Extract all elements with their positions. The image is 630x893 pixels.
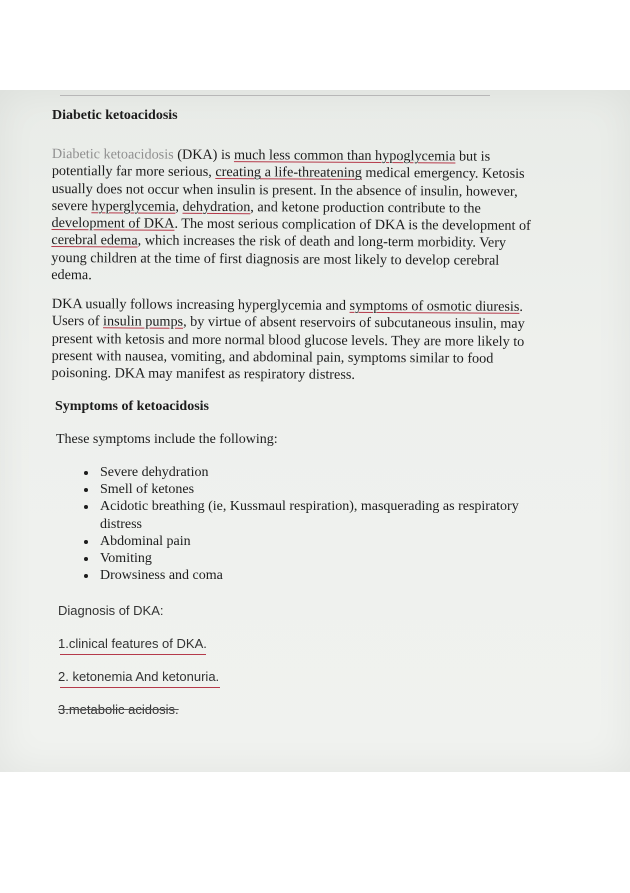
text: DKA usually follows increasing hyperglycemia and (51, 296, 350, 314)
underlined-text: dehydration (182, 198, 251, 216)
underlined-text: insulin pumps (103, 313, 184, 331)
heading-symptoms: Symptoms of ketoacidosis (55, 399, 210, 414)
diagnosis-item-1: 1.clinical features of DKA. (58, 636, 207, 651)
text: , and ketone production contribute to the (250, 199, 481, 217)
text: . (519, 298, 524, 315)
para2-line4: present with nausea, vomiting, and abdominal pain, symptoms similar to food (51, 347, 494, 367)
symptoms-list (78, 464, 538, 584)
underlined-text: hyperglycemia (91, 198, 176, 215)
diagnosis-title: Diagnosis of DKA: (58, 603, 164, 618)
para1-line7: young children at the time of first diagnosis are most likely to develop cerebral (51, 249, 500, 269)
list-item: • Smell of ketones (98, 481, 538, 498)
text: severe (51, 197, 92, 215)
struck-text: 3.metabolic acidosis. (58, 702, 179, 717)
text: , (175, 198, 183, 215)
top-rule-divider (60, 95, 490, 96)
symptoms-intro: These symptoms include the following: (56, 432, 278, 447)
list-item: • Acidotic breathing (ie, Kussmaul respiration), masquerading as respiratory distress (98, 498, 538, 532)
text: Users of (51, 313, 104, 330)
text: (DKA) is (173, 146, 235, 164)
text: , which increases the risk of death and long-term morbidity. Very (137, 233, 507, 252)
diagnosis-item-3 (58, 702, 179, 717)
underlined-text: much less common than hypoglycemia (233, 147, 456, 165)
list-item: • Drowsiness and coma (98, 567, 538, 584)
underlined-text: symptoms of osmotic diuresis (349, 297, 520, 315)
underlined-text: cerebral edema (51, 232, 138, 250)
text: medical emergency. Ketosis (361, 165, 525, 183)
list-item: • Abdominal pain (98, 533, 538, 550)
para2-line5: poisoning. DKA may manifest as respiratory distress. (51, 365, 355, 384)
underlined-text: creating a life-threatening (215, 164, 362, 182)
list-item: • Severe dehydration (98, 464, 538, 481)
red-underline (60, 687, 220, 688)
text: , by virtue of absent reservoirs of subcutaneous insulin, may (183, 314, 525, 333)
paragraph-dka-course (51, 296, 542, 385)
text: potentially far more serious, (51, 163, 216, 181)
list-item: • Vomiting (98, 550, 538, 567)
diagnosis-item-2: 2. ketonemia And ketonuria. (58, 669, 220, 684)
underlined-text: development of DKA (51, 215, 175, 232)
paragraph-dka-intro (51, 146, 542, 287)
para1-line3: usually does not occur when insulin is present. In the absence of insulin, however, (51, 180, 518, 200)
text: . The most serious complication of DKA is the development of (174, 215, 531, 235)
faded-term: Diabetic ketoacidosis (51, 146, 174, 163)
text: but is (455, 148, 491, 165)
para2-line3: present with ketosis and more normal blood glucose levels. They are more likely to (51, 330, 525, 350)
red-underline (60, 654, 206, 655)
heading-diabetic-ketoacidosis: Diabetic ketoacidosis (52, 108, 178, 123)
para1-line8: edema. (51, 267, 92, 284)
